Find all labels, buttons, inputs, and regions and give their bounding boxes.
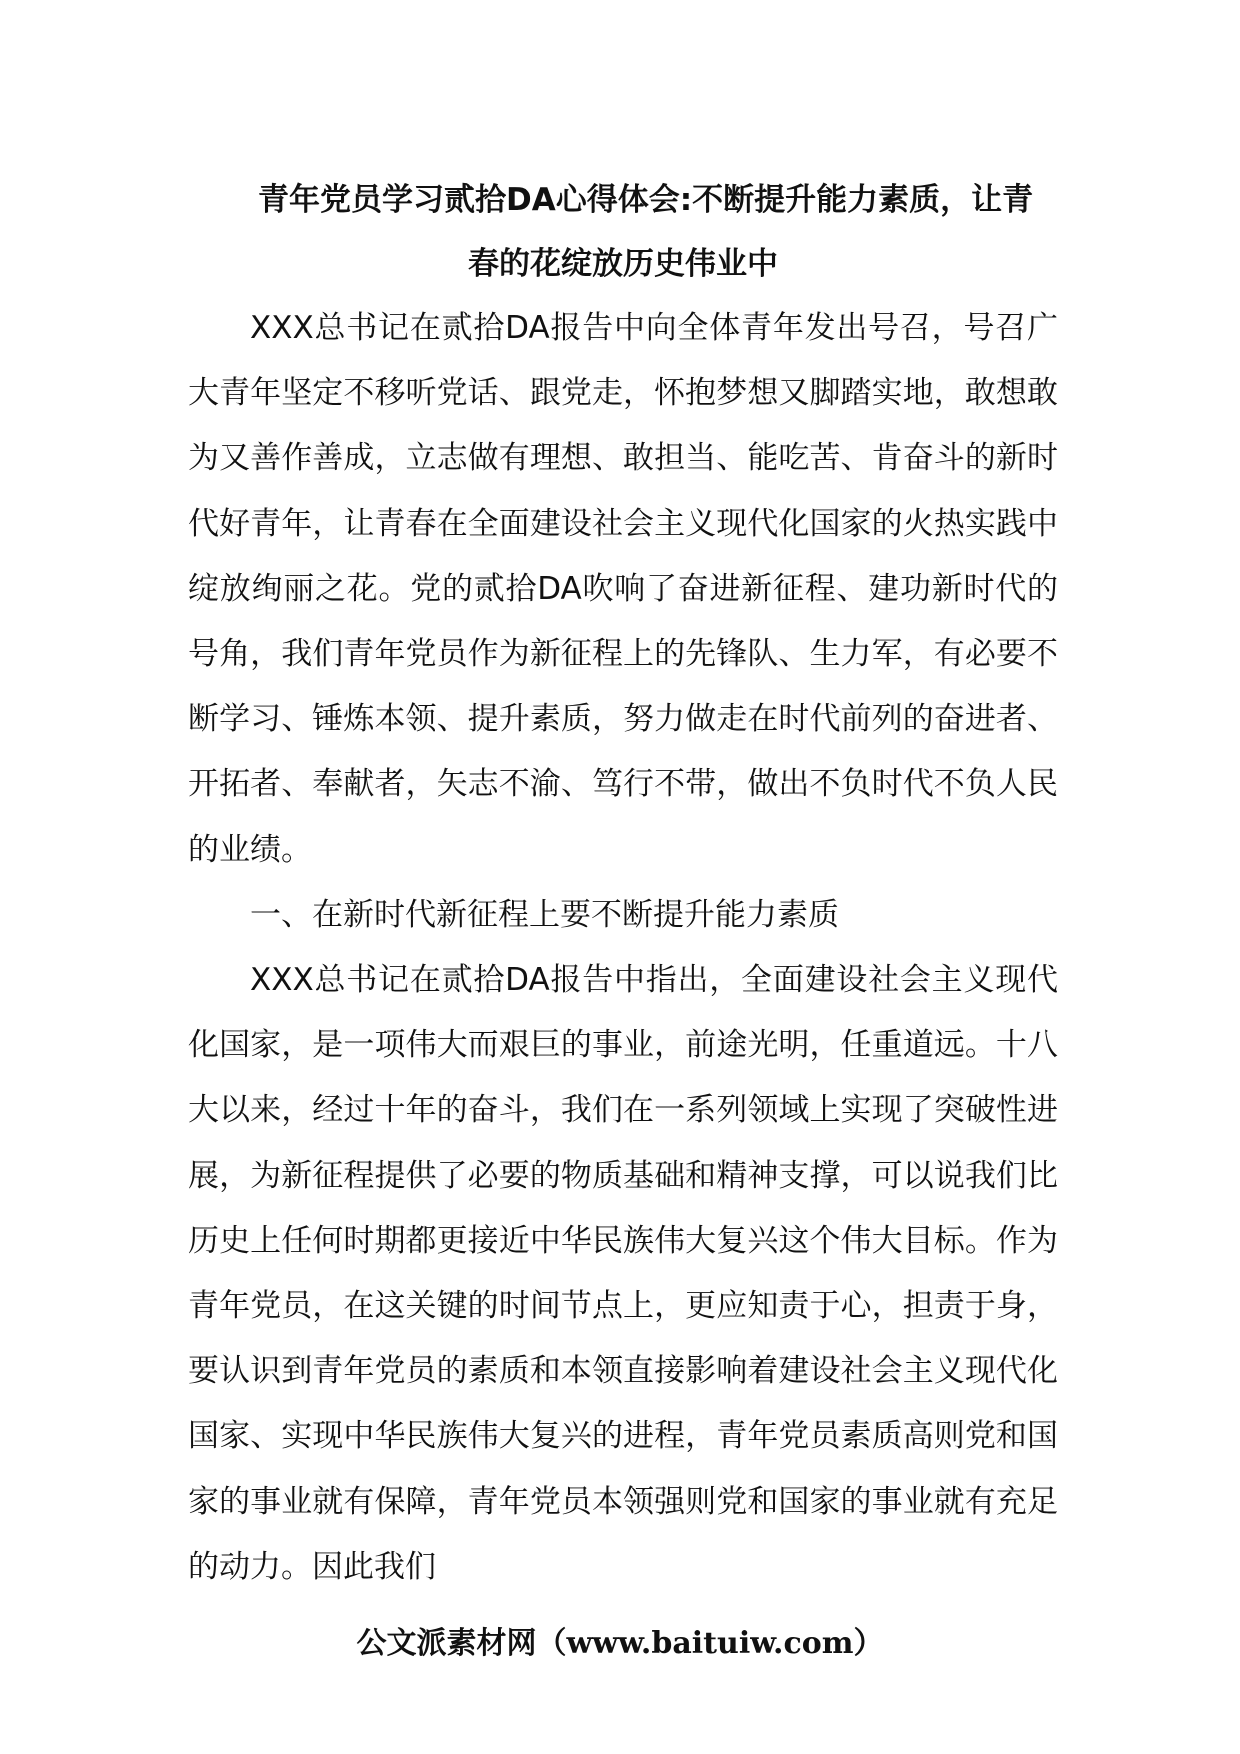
document-body (188, 296, 1058, 1600)
section-paragraph: XXX总书记在贰拾DA报告中指出，全面建设社会主义现代化国家，是一项伟大而艰巨的事业，前途光明，任重道远。十八大以来，经过十年的奋斗，我们在一系列领域上实现了突破性进展，为新征程提供了必要的物质基础和精神支撑，可以说我们比历史上任何时期都更接近中华民族伟大复兴这个伟大目标。作为青年党员，在这关键的时间节点上，更应知责于心，担责于身，要认识到青年党员的素质和本领直接影响着建设社会主义现代化国家、实现中华民族伟大复兴的进程，青年党员素质高则党和国家的事业就有保障，青年党员本领强则党和国家的事业就有充足的动力。因此我们 (188, 962, 1058, 1585)
intro-paragraph: XXX总书记在贰拾DA报告中向全体青年发出号召，号召广大青年坚定不移听党话、跟党走，怀抱梦想又脚踏实地，敢想敢为又善作善成，立志做有理想、敢担当、能吃苦、肯奋斗的新时代好青年，让青春在全面建设社会主义现代化国家的火热实践中绽放绚丽之花。党的贰拾DA吹响了奋进新征程、建功新时代的号角，我们青年党员作为新征程上的先锋队、生力军，有必要不断学习、锤炼本领、提升素质，努力做走在时代前列的奋进者、开拓者、奉献者，矢志不渝、笃行不带，做出不负时代不负人民的业绩。 (188, 310, 1058, 868)
section-heading: 一、在新时代新征程上要不断提升能力素质 (250, 896, 839, 933)
footer-watermark: 公文派素材网（www.baituiw.com） (356, 1626, 884, 1661)
document-title-line-2: 春的花绽放历史伟业中 (468, 246, 778, 282)
document-title-line-1: 青年党员学习贰拾DA心得体会:不断提升能力素质，让青 (258, 182, 1034, 218)
